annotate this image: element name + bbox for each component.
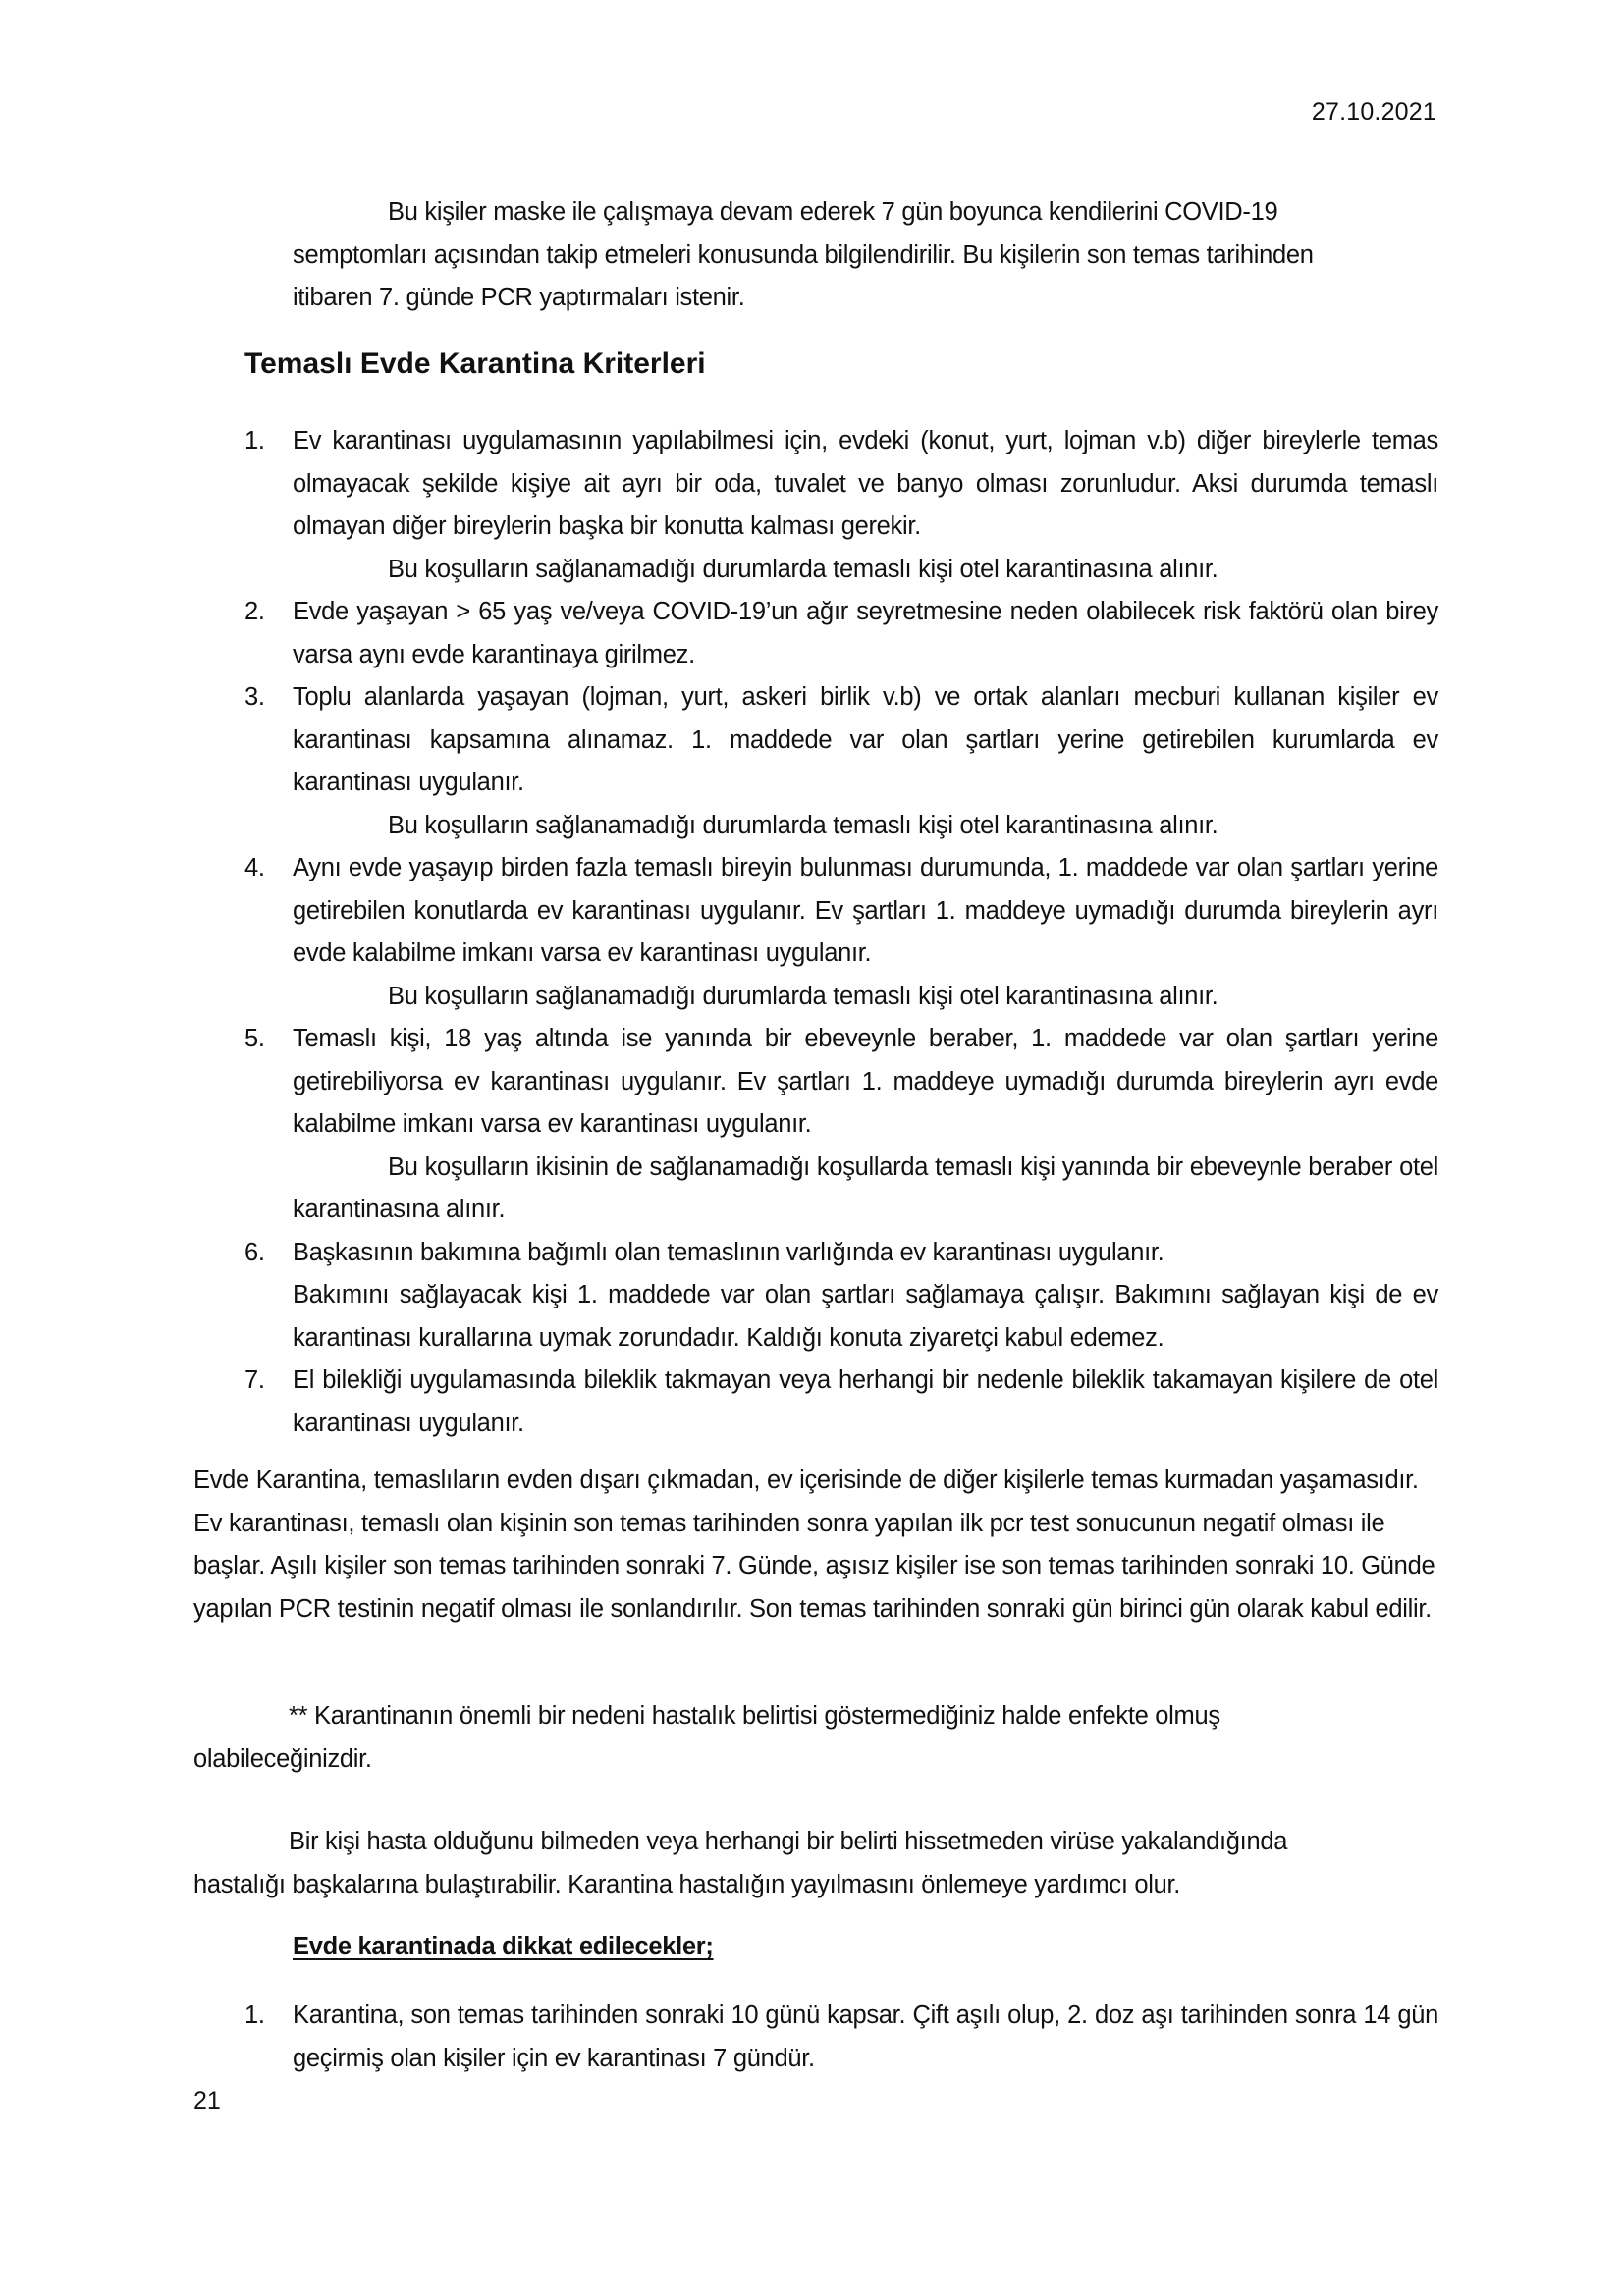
item-note: Bu koşulların sağlanamadığı durumlarda temaslı kişi otel karantinasına alınır. (388, 555, 1218, 583)
item-number: 7. (244, 1366, 265, 1394)
reason-rest: olabileceğinizdir. (193, 1744, 372, 1773)
criteria-list (244, 420, 1438, 1445)
item-text: Evde yaşayan > 65 yaş ve/veya COVID-19’un ağır seyretmesine neden olabilecek risk faktörü olan birey varsa aynı evde karantinaya girilmez. (293, 598, 1438, 668)
care-heading: Evde karantinada dikkat edilecekler; (293, 1933, 714, 1960)
criteria-item-3 (244, 676, 1438, 847)
intro-text: Bu kişiler maske ile çalışmaya devam ederek 7 gün boyunca kendilerini COVID-19 semptomları açısından takip etmeleri konusunda bilgilendirilir. Bu kişilerin son temas tarihinden itibaren 7. günde PCR yaptırmaları istenir. (293, 198, 1314, 311)
item-text: Temaslı kişi, 18 yaş altında ise yanında bir ebeveynle beraber, 1. maddede var olan şartları yerine getirebiliyorsa ev karantinası uygulanır. Ev şartları 1. maddeye uymadığı durumda bireylerin ayrı evde kalabilme imkanı varsa ev karantinası uygulanır. (293, 1025, 1438, 1138)
item-text: Karantina, son temas tarihinden sonraki 10 günü kapsar. Çift aşılı olup, 2. doz aşı tarihinden sonra 14 gün geçirmiş olan kişiler için ev karantinası 7 gündür. (293, 2002, 1438, 2072)
item-text: Aynı evde yaşayıp birden fazla temaslı bireyin bulunması durumunda, 1. maddede var olan şartları yerine getirebilen konutlarda ev karantinası uygulanır. Ev şartları 1. maddeye uymadığı durumda bireylerin ayrı evde kalabilme imkanı varsa ev karantinası uygulanır. (293, 854, 1438, 967)
item-number: 4. (244, 854, 265, 881)
section-heading: Temaslı Evde Karantina Kriterleri (244, 347, 706, 380)
spread-paragraph (193, 1821, 1440, 1906)
document-date: 27.10.2021 (1311, 98, 1436, 126)
criteria-item-6 (244, 1232, 1438, 1361)
intro-paragraph (293, 191, 1392, 320)
care-list (244, 1995, 1438, 2080)
item-number: 5. (244, 1025, 265, 1052)
item-text: Toplu alanlarda yaşayan (lojman, yurt, askeri birlik v.b) ve ortak alanları mecburi kullanan kişiler ev karantinası kapsamına alınamaz. 1. maddede var olan şartları yerine getirebilen kurumlarda ev karantinası uygulanır. (293, 683, 1438, 796)
definition-paragraph: Evde Karantina, temaslıların evden dışarı çıkmadan, ev içerisinde de diğer kişilerle temas kurmadan yaşamasıdır. Ev karantinası, temaslı olan kişinin son temas tarihinden sonra yapılan ilk pcr test sonucunun negatif olması ile başlar. Aşılı kişiler son temas tarihinden sonraki 7. Günde, aşısız kişiler ise son temas tarihinden sonraki 10. Günde yapılan PCR testinin negatif olması ile sonlandırılır. Son temas tarihinden sonraki gün birinci gün olarak kabul edilir. (193, 1467, 1435, 1623)
reason-paragraph (193, 1695, 1440, 1781)
item-number: 1. (244, 427, 265, 454)
item-note: Bu koşulların sağlanamadığı durumlarda temaslı kişi otel karantinasına alınır. (388, 982, 1218, 1010)
item-number: 6. (244, 1238, 265, 1266)
item-text: Başkasının bakımına bağımlı olan temaslının varlığında ev karantinası uygulanır. (293, 1238, 1164, 1266)
criteria-item-4 (244, 847, 1438, 1018)
reason-first-line: ** Karantinanın önemli bir nedeni hastalık belirtisi göstermediğiniz halde enfekte olmuş (289, 1702, 1220, 1730)
criteria-item-5 (244, 1018, 1438, 1232)
item-number: 2. (244, 598, 265, 625)
item-text: Ev karantinası uygulamasının yapılabilmesi için, evdeki (konut, yurt, lojman v.b) diğer bireylerle temas olmayacak şekilde kişiye ait ayrı bir oda, tuvalet ve banyo olması zorunludur. Aksi durumda temaslı olmayan diğer bireylerin başka bir konutta kalması gerekir. (293, 427, 1438, 540)
care-item-1 (244, 1995, 1438, 2080)
item-number: 3. (244, 683, 265, 711)
item-note: Bu koşulların ikisinin de sağlanamadığı koşullarda temaslı kişi yanında bir ebeveynle beraber otel karantinasına alınır. (293, 1152, 1438, 1223)
spread-rest: hastalığı başkalarına bulaştırabilir. Karantina hastalığın yayılmasını önlemeye yardımcı olur. (193, 1870, 1181, 1898)
page-number: 21 (193, 2087, 221, 2114)
criteria-item-7 (244, 1360, 1438, 1445)
criteria-item-2 (244, 591, 1438, 676)
spread-first-line: Bir kişi hasta olduğunu bilmeden veya herhangi bir belirti hissetmeden virüse yakalandığında (289, 1828, 1288, 1855)
criteria-item-1 (244, 420, 1438, 591)
item-number: 1. (244, 2002, 265, 2029)
item-text: El bilekliği uygulamasında bileklik takmayan veya herhangi bir nedenle bileklik takamayan kişilere de otel karantinası uygulanır. (293, 1366, 1438, 1437)
item-note: Bakımını sağlayacak kişi 1. maddede var olan şartları sağlamaya çalışır. Bakımını sağlayan kişi de ev karantinası kurallarına uymak zorundadır. Kaldığı konuta ziyaretçi kabul edemez. (293, 1281, 1438, 1352)
item-note: Bu koşulların sağlanamadığı durumlarda temaslı kişi otel karantinasına alınır. (388, 811, 1218, 839)
